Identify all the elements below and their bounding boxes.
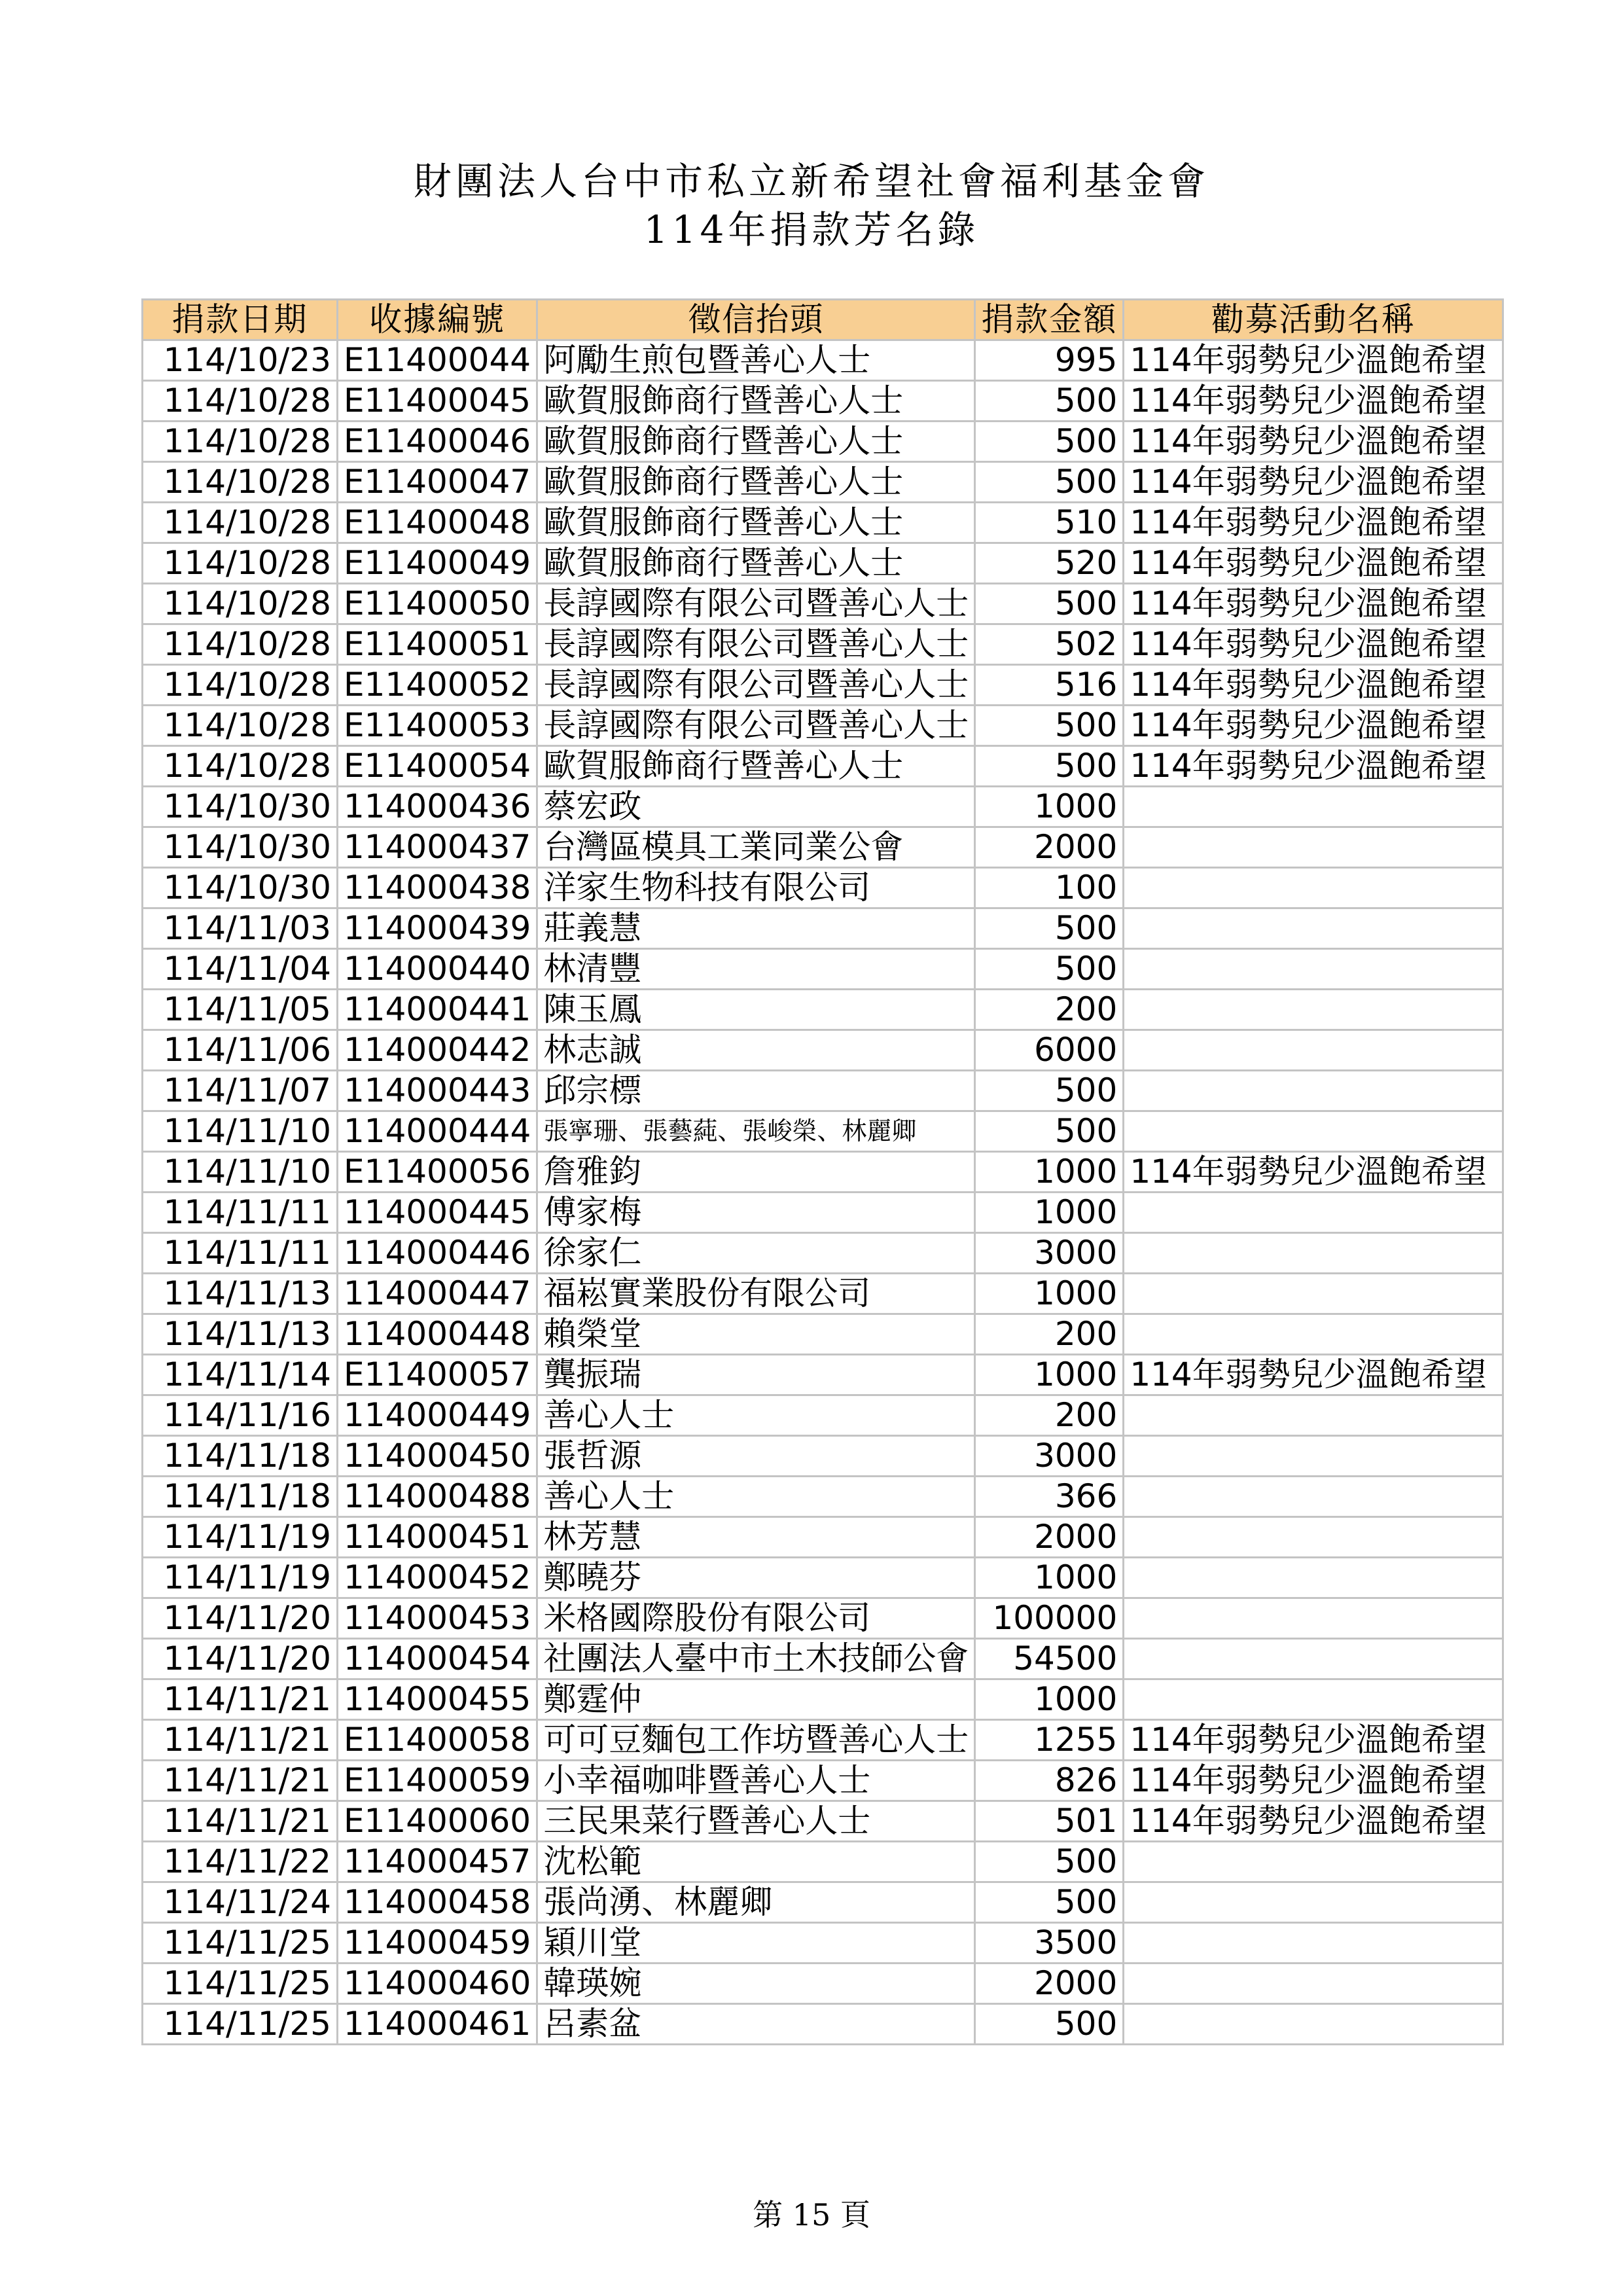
table-row (143, 340, 1503, 381)
cell-receipt-number: 114000442 (338, 1030, 537, 1071)
cell-amount: 6000 (975, 1030, 1124, 1071)
cell-campaign (1124, 908, 1503, 949)
cell-campaign (1124, 1639, 1503, 1679)
table-header-row (143, 300, 1503, 340)
cell-amount: 54500 (975, 1639, 1124, 1679)
cell-amount: 1000 (975, 1193, 1124, 1233)
column-header-receipt: 收據編號 (338, 300, 537, 340)
table-row (143, 1071, 1503, 1111)
table-row (143, 1436, 1503, 1477)
cell-amount: 200 (975, 1314, 1124, 1355)
cell-date: 114/11/20 (143, 1639, 338, 1679)
cell-date: 114/11/10 (143, 1152, 338, 1193)
column-header-payee: 徵信抬頭 (537, 300, 975, 340)
cell-amount: 3500 (975, 1923, 1124, 1964)
cell-amount: 510 (975, 503, 1124, 543)
cell-date: 114/11/21 (143, 1720, 338, 1761)
cell-date: 114/10/28 (143, 584, 338, 624)
table-row (143, 1964, 1503, 2004)
table-row (143, 1152, 1503, 1193)
cell-receipt-number: 114000440 (338, 949, 537, 990)
cell-amount: 1000 (975, 1355, 1124, 1395)
cell-amount: 995 (975, 340, 1124, 381)
table-row (143, 462, 1503, 503)
table-row (143, 624, 1503, 665)
donation-table (141, 298, 1504, 2045)
cell-amount: 3000 (975, 1233, 1124, 1274)
cell-date: 114/11/21 (143, 1679, 338, 1720)
table-row (143, 1193, 1503, 1233)
cell-payee: 三民果菜行暨善心人士 (537, 1801, 975, 1842)
cell-receipt-number: 114000444 (338, 1111, 537, 1152)
cell-receipt-number: 114000454 (338, 1639, 537, 1679)
cell-amount: 1255 (975, 1720, 1124, 1761)
table-row (143, 1558, 1503, 1598)
cell-campaign (1124, 1193, 1503, 1233)
cell-date: 114/11/03 (143, 908, 338, 949)
cell-receipt-number: 114000445 (338, 1193, 537, 1233)
cell-campaign (1124, 1071, 1503, 1111)
cell-date: 114/11/25 (143, 2004, 338, 2045)
cell-receipt-number: E11400059 (338, 1761, 537, 1801)
cell-date: 114/11/21 (143, 1761, 338, 1801)
table-row (143, 1111, 1503, 1152)
table-row (143, 422, 1503, 462)
cell-receipt-number: 114000453 (338, 1598, 537, 1639)
table-row (143, 584, 1503, 624)
cell-payee: 林芳慧 (537, 1517, 975, 1558)
cell-campaign (1124, 2004, 1503, 2045)
cell-campaign: 114年弱勢兒少溫飽希望 (1124, 1720, 1503, 1761)
cell-receipt-number: 114000441 (338, 990, 537, 1030)
table-row (143, 1882, 1503, 1923)
cell-payee: 小幸福咖啡暨善心人士 (537, 1761, 975, 1801)
cell-amount: 500 (975, 908, 1124, 949)
cell-campaign: 114年弱勢兒少溫飽希望 (1124, 462, 1503, 503)
table-row (143, 1801, 1503, 1842)
cell-campaign (1124, 1679, 1503, 1720)
table-row (143, 949, 1503, 990)
table-row (143, 868, 1503, 908)
cell-date: 114/10/28 (143, 422, 338, 462)
column-header-campaign: 勸募活動名稱 (1124, 300, 1503, 340)
cell-amount: 500 (975, 746, 1124, 787)
cell-campaign (1124, 1964, 1503, 2004)
table-row (143, 1598, 1503, 1639)
cell-date: 114/11/11 (143, 1193, 338, 1233)
cell-amount: 500 (975, 1071, 1124, 1111)
cell-amount: 500 (975, 706, 1124, 746)
cell-campaign (1124, 1598, 1503, 1639)
cell-amount: 500 (975, 584, 1124, 624)
cell-receipt-number: E11400046 (338, 422, 537, 462)
cell-receipt-number: E11400050 (338, 584, 537, 624)
cell-receipt-number: 114000460 (338, 1964, 537, 2004)
cell-payee: 鄭霆仲 (537, 1679, 975, 1720)
cell-payee: 傅家梅 (537, 1193, 975, 1233)
table-row (143, 706, 1503, 746)
cell-campaign: 114年弱勢兒少溫飽希望 (1124, 381, 1503, 422)
cell-payee: 沈松範 (537, 1842, 975, 1882)
table-row (143, 1477, 1503, 1517)
cell-payee: 歐賀服飾商行暨善心人士 (537, 503, 975, 543)
cell-receipt-number: 114000451 (338, 1517, 537, 1558)
cell-campaign (1124, 1477, 1503, 1517)
cell-payee: 張寧珊、張藝蒓、張峻榮、林麗卿 (537, 1111, 975, 1152)
cell-date: 114/10/30 (143, 787, 338, 827)
cell-payee: 長諄國際有限公司暨善心人士 (537, 706, 975, 746)
cell-receipt-number: 114000439 (338, 908, 537, 949)
cell-campaign (1124, 1923, 1503, 1964)
table-row (143, 1517, 1503, 1558)
cell-date: 114/10/28 (143, 462, 338, 503)
cell-receipt-number: 114000488 (338, 1477, 537, 1517)
cell-amount: 500 (975, 2004, 1124, 2045)
cell-receipt-number: 114000457 (338, 1842, 537, 1882)
cell-date: 114/10/28 (143, 665, 338, 706)
cell-campaign (1124, 868, 1503, 908)
cell-receipt-number: E11400051 (338, 624, 537, 665)
table-row (143, 1923, 1503, 1964)
cell-amount: 500 (975, 1111, 1124, 1152)
cell-amount: 516 (975, 665, 1124, 706)
table-row (143, 1030, 1503, 1071)
cell-receipt-number: E11400054 (338, 746, 537, 787)
cell-receipt-number: 114000447 (338, 1274, 537, 1314)
cell-payee: 張哲源 (537, 1436, 975, 1477)
cell-amount: 1000 (975, 1274, 1124, 1314)
table-row (143, 2004, 1503, 2045)
cell-date: 114/11/13 (143, 1274, 338, 1314)
cell-receipt-number: 114000437 (338, 827, 537, 868)
cell-date: 114/10/30 (143, 827, 338, 868)
cell-amount: 2000 (975, 827, 1124, 868)
column-header-date: 捐款日期 (143, 300, 338, 340)
table-row (143, 381, 1503, 422)
cell-campaign (1124, 1558, 1503, 1598)
cell-amount: 502 (975, 624, 1124, 665)
cell-campaign (1124, 1436, 1503, 1477)
cell-payee: 米格國際股份有限公司 (537, 1598, 975, 1639)
cell-amount: 1000 (975, 1152, 1124, 1193)
cell-payee: 福崧實業股份有限公司 (537, 1274, 975, 1314)
cell-date: 114/11/04 (143, 949, 338, 990)
table-row (143, 1720, 1503, 1761)
table-row (143, 746, 1503, 787)
cell-receipt-number: E11400049 (338, 543, 537, 584)
cell-payee: 呂素盆 (537, 2004, 975, 2045)
cell-date: 114/11/16 (143, 1395, 338, 1436)
cell-amount: 520 (975, 543, 1124, 584)
cell-payee: 歐賀服飾商行暨善心人士 (537, 422, 975, 462)
cell-payee: 邱宗標 (537, 1071, 975, 1111)
cell-payee: 蔡宏政 (537, 787, 975, 827)
cell-date: 114/11/22 (143, 1842, 338, 1882)
table-row (143, 1395, 1503, 1436)
cell-receipt-number: 114000446 (338, 1233, 537, 1274)
cell-payee: 穎川堂 (537, 1923, 975, 1964)
cell-campaign: 114年弱勢兒少溫飽希望 (1124, 665, 1503, 706)
cell-payee: 張尚湧、林麗卿 (537, 1882, 975, 1923)
cell-date: 114/11/07 (143, 1071, 338, 1111)
table-body (143, 340, 1503, 2045)
cell-date: 114/11/18 (143, 1436, 338, 1477)
cell-payee: 阿勵生煎包暨善心人士 (537, 340, 975, 381)
table-row (143, 1639, 1503, 1679)
cell-amount: 500 (975, 462, 1124, 503)
cell-amount: 500 (975, 949, 1124, 990)
cell-amount: 826 (975, 1761, 1124, 1801)
cell-receipt-number: 114000448 (338, 1314, 537, 1355)
cell-date: 114/11/20 (143, 1598, 338, 1639)
cell-payee: 韓瑛婉 (537, 1964, 975, 2004)
cell-date: 114/11/13 (143, 1314, 338, 1355)
cell-receipt-number: 114000438 (338, 868, 537, 908)
cell-campaign: 114年弱勢兒少溫飽希望 (1124, 422, 1503, 462)
cell-receipt-number: E11400045 (338, 381, 537, 422)
cell-campaign (1124, 1030, 1503, 1071)
cell-campaign (1124, 1111, 1503, 1152)
cell-payee: 可可豆麵包工作坊暨善心人士 (537, 1720, 975, 1761)
cell-campaign: 114年弱勢兒少溫飽希望 (1124, 543, 1503, 584)
cell-receipt-number: E11400058 (338, 1720, 537, 1761)
cell-receipt-number: E11400053 (338, 706, 537, 746)
page-number: 第 15 頁 (753, 2197, 870, 2233)
table-row (143, 1314, 1503, 1355)
cell-receipt-number: E11400057 (338, 1355, 537, 1395)
cell-receipt-number: E11400056 (338, 1152, 537, 1193)
cell-payee: 徐家仁 (537, 1233, 975, 1274)
document-title: 財團法人台中市私立新希望社會福利基金會 (413, 159, 1209, 204)
cell-payee: 賴榮堂 (537, 1314, 975, 1355)
cell-date: 114/11/06 (143, 1030, 338, 1071)
cell-receipt-number: 114000450 (338, 1436, 537, 1477)
cell-payee: 龔振瑞 (537, 1355, 975, 1395)
cell-payee: 歐賀服飾商行暨善心人士 (537, 543, 975, 584)
cell-receipt-number: 114000449 (338, 1395, 537, 1436)
cell-amount: 3000 (975, 1436, 1124, 1477)
cell-campaign (1124, 990, 1503, 1030)
cell-campaign (1124, 1395, 1503, 1436)
cell-receipt-number: E11400044 (338, 340, 537, 381)
cell-payee: 詹雅鈞 (537, 1152, 975, 1193)
cell-receipt-number: 114000452 (338, 1558, 537, 1598)
cell-campaign: 114年弱勢兒少溫飽希望 (1124, 706, 1503, 746)
cell-payee: 歐賀服飾商行暨善心人士 (537, 746, 975, 787)
cell-date: 114/11/24 (143, 1882, 338, 1923)
cell-payee: 歐賀服飾商行暨善心人士 (537, 462, 975, 503)
table-row (143, 1233, 1503, 1274)
document-subtitle: 114年捐款芳名錄 (643, 207, 980, 252)
cell-payee: 陳玉鳳 (537, 990, 975, 1030)
cell-amount: 500 (975, 422, 1124, 462)
cell-receipt-number: E11400060 (338, 1801, 537, 1842)
cell-payee: 林清豐 (537, 949, 975, 990)
cell-date: 114/10/28 (143, 624, 338, 665)
cell-campaign (1124, 1274, 1503, 1314)
cell-amount: 366 (975, 1477, 1124, 1517)
cell-date: 114/10/28 (143, 381, 338, 422)
cell-receipt-number: E11400052 (338, 665, 537, 706)
cell-receipt-number: 114000443 (338, 1071, 537, 1111)
cell-campaign (1124, 1517, 1503, 1558)
cell-campaign (1124, 827, 1503, 868)
cell-date: 114/10/28 (143, 543, 338, 584)
cell-campaign: 114年弱勢兒少溫飽希望 (1124, 746, 1503, 787)
table-row (143, 787, 1503, 827)
cell-payee: 林志誠 (537, 1030, 975, 1071)
cell-date: 114/11/19 (143, 1517, 338, 1558)
cell-amount: 500 (975, 381, 1124, 422)
cell-receipt-number: 114000458 (338, 1882, 537, 1923)
cell-receipt-number: 114000459 (338, 1923, 537, 1964)
cell-campaign: 114年弱勢兒少溫飽希望 (1124, 1801, 1503, 1842)
cell-date: 114/11/18 (143, 1477, 338, 1517)
cell-date: 114/11/19 (143, 1558, 338, 1598)
table-row (143, 665, 1503, 706)
cell-amount: 100 (975, 868, 1124, 908)
table-row (143, 1274, 1503, 1314)
cell-amount: 1000 (975, 1558, 1124, 1598)
cell-campaign: 114年弱勢兒少溫飽希望 (1124, 1152, 1503, 1193)
table-row (143, 1842, 1503, 1882)
cell-amount: 2000 (975, 1964, 1124, 2004)
cell-date: 114/11/14 (143, 1355, 338, 1395)
table-row (143, 1761, 1503, 1801)
cell-date: 114/11/05 (143, 990, 338, 1030)
cell-campaign (1124, 1233, 1503, 1274)
cell-amount: 200 (975, 990, 1124, 1030)
cell-amount: 1000 (975, 1679, 1124, 1720)
cell-payee: 台灣區模具工業同業公會 (537, 827, 975, 868)
cell-receipt-number: 114000436 (338, 787, 537, 827)
table-row (143, 543, 1503, 584)
table-row (143, 908, 1503, 949)
cell-date: 114/10/30 (143, 868, 338, 908)
cell-amount: 500 (975, 1882, 1124, 1923)
column-header-amount: 捐款金額 (975, 300, 1124, 340)
table-row (143, 1355, 1503, 1395)
cell-date: 114/10/23 (143, 340, 338, 381)
cell-payee: 莊義慧 (537, 908, 975, 949)
cell-amount: 200 (975, 1395, 1124, 1436)
cell-payee: 歐賀服飾商行暨善心人士 (537, 381, 975, 422)
cell-campaign: 114年弱勢兒少溫飽希望 (1124, 1761, 1503, 1801)
cell-date: 114/11/25 (143, 1964, 338, 2004)
cell-date: 114/10/28 (143, 706, 338, 746)
cell-campaign (1124, 949, 1503, 990)
cell-campaign (1124, 1314, 1503, 1355)
cell-amount: 2000 (975, 1517, 1124, 1558)
cell-payee: 善心人士 (537, 1395, 975, 1436)
table-row (143, 1679, 1503, 1720)
cell-campaign: 114年弱勢兒少溫飽希望 (1124, 624, 1503, 665)
cell-receipt-number: 114000461 (338, 2004, 537, 2045)
cell-campaign: 114年弱勢兒少溫飽希望 (1124, 503, 1503, 543)
cell-receipt-number: 114000455 (338, 1679, 537, 1720)
cell-campaign (1124, 1882, 1503, 1923)
cell-date: 114/10/28 (143, 746, 338, 787)
cell-receipt-number: E11400047 (338, 462, 537, 503)
cell-payee: 洋家生物科技有限公司 (537, 868, 975, 908)
cell-amount: 1000 (975, 787, 1124, 827)
cell-amount: 100000 (975, 1598, 1124, 1639)
cell-date: 114/10/28 (143, 503, 338, 543)
cell-payee: 善心人士 (537, 1477, 975, 1517)
cell-date: 114/11/10 (143, 1111, 338, 1152)
cell-amount: 501 (975, 1801, 1124, 1842)
table-row (143, 503, 1503, 543)
cell-payee: 長諄國際有限公司暨善心人士 (537, 665, 975, 706)
table-row (143, 827, 1503, 868)
cell-payee: 鄭曉芬 (537, 1558, 975, 1598)
cell-campaign: 114年弱勢兒少溫飽希望 (1124, 340, 1503, 381)
cell-payee: 長諄國際有限公司暨善心人士 (537, 584, 975, 624)
cell-amount: 500 (975, 1842, 1124, 1882)
cell-date: 114/11/11 (143, 1233, 338, 1274)
cell-payee: 長諄國際有限公司暨善心人士 (537, 624, 975, 665)
cell-date: 114/11/21 (143, 1801, 338, 1842)
cell-campaign: 114年弱勢兒少溫飽希望 (1124, 1355, 1503, 1395)
cell-date: 114/11/25 (143, 1923, 338, 1964)
cell-campaign (1124, 787, 1503, 827)
cell-receipt-number: E11400048 (338, 503, 537, 543)
cell-campaign: 114年弱勢兒少溫飽希望 (1124, 584, 1503, 624)
cell-campaign (1124, 1842, 1503, 1882)
cell-payee: 社團法人臺中市土木技師公會 (537, 1639, 975, 1679)
table-row (143, 990, 1503, 1030)
